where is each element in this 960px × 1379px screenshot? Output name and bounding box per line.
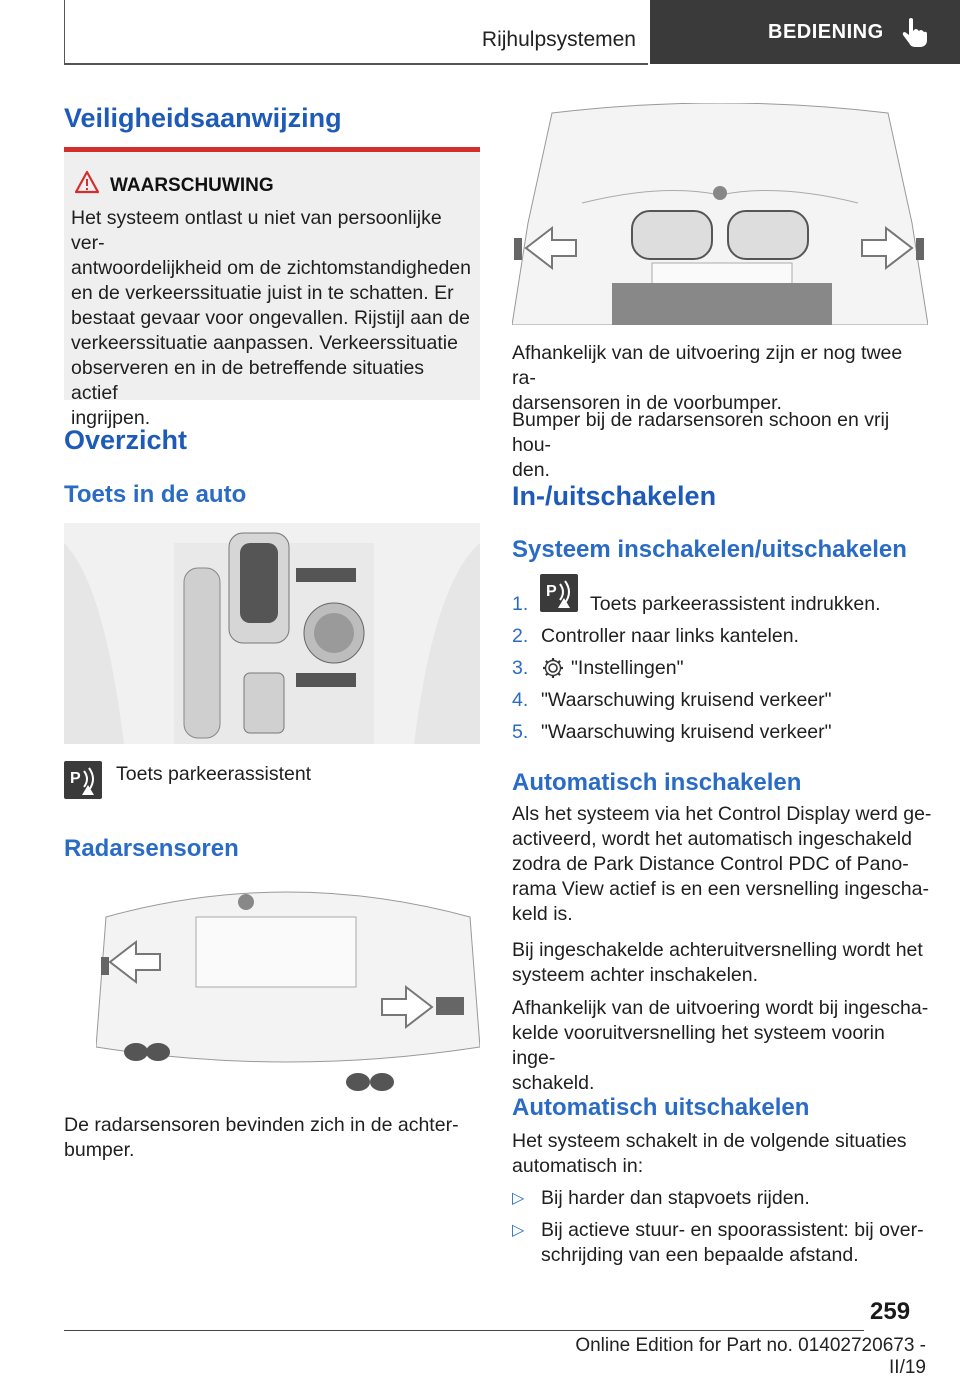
bullet-icon: ▷ — [512, 1222, 525, 1239]
step-number: 2. — [512, 625, 529, 647]
warning-text: Het systeem ontlast u niet van persoonlijke ver- antwoordelijkheid om de zichtomstandigheden en de verkeerssituatie juist in te schatten. Er bestaat gevaar voor ongevallen. Rijstijl aan de verkeerssituatie aanpassen. Verkeerssituatie observeren en in de betreffende situaties actief ingrijpen. — [71, 207, 471, 429]
system-onoff-heading: Systeem inschakelen/uitschakelen — [512, 536, 907, 563]
auto-off-text: Het systeem schakelt in de volgende situaties automatisch in: — [512, 1130, 907, 1177]
step-number: 1. — [512, 593, 529, 615]
svg-text:P: P — [70, 770, 81, 787]
chapter-label: BEDIENING — [768, 20, 884, 43]
pointing-hand-icon — [900, 17, 928, 47]
bumper-clean-text: Bumper bij de radarsensoren schoon en vrij hou- den. — [512, 409, 890, 481]
auto-off-heading: Automatisch uitschakelen — [512, 1094, 810, 1121]
step-number: 5. — [512, 721, 529, 743]
radar-text: De radarsensoren bevinden zich in de achter- bumper. — [64, 1114, 459, 1161]
forward-text: Afhankelijk van de uitvoering wordt bij ingescha- kelde vooruitversnelling het systeem voorin inge- schakeld. — [512, 997, 929, 1094]
park-assist-caption: Toets parkeerassistent — [116, 763, 312, 785]
safety-heading: Veiligheidsaanwijzing — [64, 103, 342, 133]
park-assist-button-icon-small — [64, 761, 102, 799]
front-sensors-text: Afhankelijk van de uitvoering zijn er nog twee ra- darsensoren in de voorbumper. — [512, 342, 903, 414]
overview-heading: Overzicht — [64, 425, 188, 455]
auto-on-text: Als het systeem via het Control Display werd ge- activeerd, wordt het automatisch ingeschakeld zodra de Park Distance Control PDC of Pano- rama View actief is en een versnelling ingescha- keld is. — [512, 803, 932, 925]
step-text: Controller naar links kantelen. — [541, 625, 799, 647]
park-assist-icon — [540, 574, 578, 612]
footer-rule — [64, 1330, 864, 1331]
button-in-car-heading: Toets in de auto — [64, 481, 247, 508]
bullet-text: Bij harder dan stapvoets rijden. — [541, 1187, 810, 1209]
step-text: "Waarschuwing kruisend verkeer" — [541, 689, 832, 711]
bullet-text: Bij actieve stuur- en spoorassistent: bij over- schrijding van een bepaalde afstand. — [541, 1219, 924, 1266]
step-text: Toets parkeerassistent indrukken. — [590, 593, 881, 615]
header-chapter-tab — [650, 0, 960, 64]
auto-on-heading: Automatisch inschakelen — [512, 769, 802, 796]
step-text: "Waarschuwing kruisend verkeer" — [541, 721, 832, 743]
reverse-text: Bij ingeschakelde achteruitversnelling wordt het systeem achter inschakelen. — [512, 939, 923, 986]
front-bumper-image — [512, 103, 928, 325]
warning-label: WAARSCHUWING — [110, 175, 274, 196]
header-divider-left — [64, 0, 65, 64]
bullet-icon: ▷ — [512, 1190, 525, 1207]
step-number: 3. — [512, 657, 529, 679]
warning-triangle-icon — [74, 170, 100, 194]
step-number: 4. — [512, 689, 529, 711]
footer-edition: Online Edition for Part no. 01402720673 - II/19 — [575, 1335, 926, 1378]
settings-gear-icon — [541, 656, 565, 680]
header-section-title: Rijhulpsystemen — [481, 28, 636, 51]
header-underline — [64, 63, 648, 65]
radar-heading: Radarsensoren — [64, 835, 239, 862]
park-assist-icon — [64, 761, 102, 799]
step-text: "Instellingen" — [571, 657, 684, 679]
page-number: 259 — [870, 1298, 911, 1325]
svg-text:P: P — [546, 583, 557, 600]
onoff-heading: In-/uitschakelen — [512, 481, 717, 511]
center-console-image — [64, 523, 480, 744]
rear-bumper-image — [96, 877, 480, 1098]
